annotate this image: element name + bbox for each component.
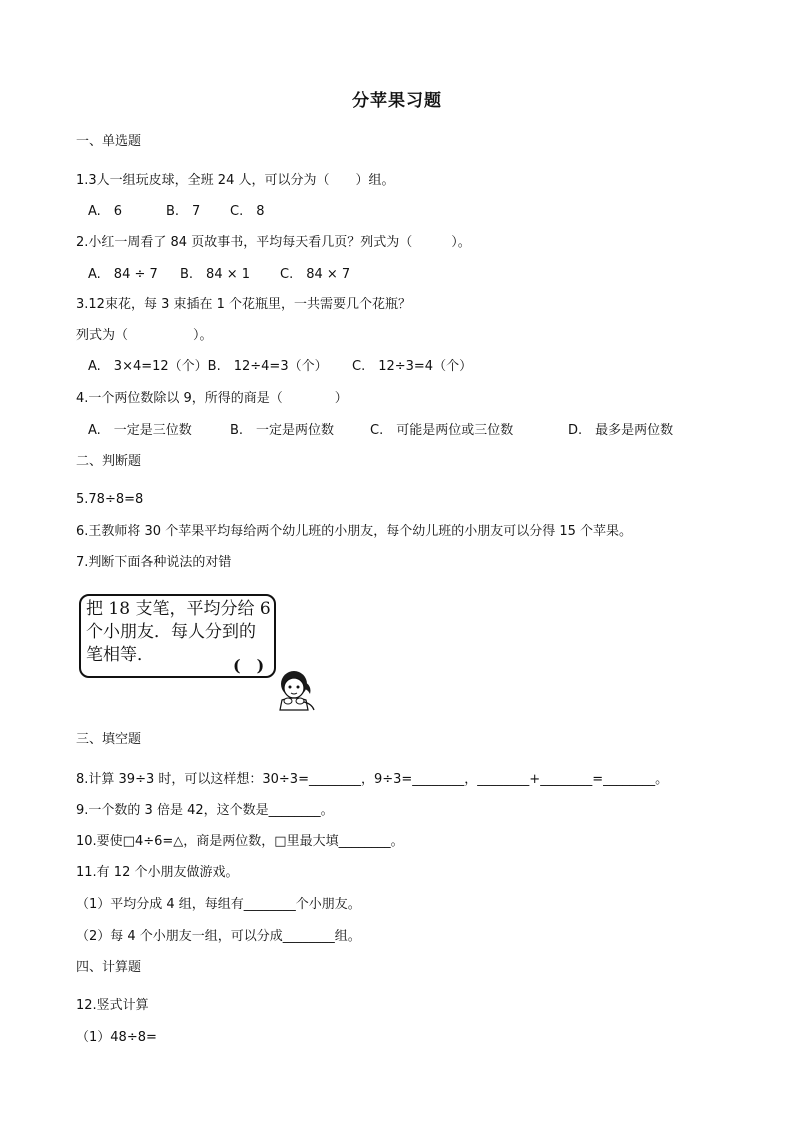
question-12-part-1: （1）48÷8=: [76, 1030, 157, 1045]
q3-option-c[interactable]: C. 12÷3=4（个）: [352, 359, 473, 374]
question-12: 12.竖式计算: [76, 998, 149, 1013]
section-fill-blank: 三、填空题: [76, 732, 142, 747]
section-single-choice: 一、单选题: [76, 134, 142, 149]
question-2: 2.小红一周看了 84 页故事书，平均每天看几页？列式为（ ）。: [76, 235, 471, 250]
q2-option-b[interactable]: B. 84 × 1: [180, 267, 251, 282]
bubble-answer-blank[interactable]: ( ): [233, 656, 265, 675]
question-11-part-1: （1）平均分成 4 组，每组有________个小朋友。: [76, 897, 361, 912]
q3-option-ab[interactable]: A. 3×4=12（个）B. 12÷4=3（个）: [88, 359, 328, 374]
question-7: 7.判断下面各种说法的对错: [76, 555, 232, 570]
section-true-false: 二、判断题: [76, 454, 142, 469]
q1-option-b[interactable]: B. 7: [166, 204, 201, 219]
question-9: 9.一个数的 3 倍是 42，这个数是________。: [76, 803, 334, 818]
q4-option-b[interactable]: B. 一定是两位数: [230, 423, 335, 438]
page-title: 分苹果习题: [352, 91, 442, 111]
question-4: 4.一个两位数除以 9，所得的商是（ ）: [76, 391, 348, 406]
question-5: 5.78÷8=8: [76, 492, 144, 507]
q2-option-c[interactable]: C. 84 × 7: [280, 267, 351, 282]
question-3-line2: 列式为（ ）。: [76, 328, 213, 343]
question-10: 10.要使□4÷6=△，商是两位数，□里最大填________。: [76, 834, 404, 849]
bubble-line-2: 个小朋友．每人分到的: [86, 622, 256, 642]
question-1: 1.3人一组玩皮球，全班 24 人，可以分为（ ）组。: [76, 173, 395, 188]
girl-cartoon-icon: [274, 668, 316, 712]
section-calculation: 四、计算题: [76, 960, 142, 975]
q1-option-a[interactable]: A. 6: [88, 204, 123, 219]
question-11-part-2: （2）每 4 个小朋友一组，可以分成________组。: [76, 929, 361, 944]
question-3: 3.12束花，每 3 束插在 1 个花瓶里，一共需要几个花瓶？: [76, 297, 412, 312]
q4-option-c[interactable]: C. 可能是两位或三位数: [370, 423, 514, 438]
q4-option-d[interactable]: D. 最多是两位数: [568, 423, 674, 438]
speech-bubble: [79, 594, 276, 678]
bubble-line-3: 笔相等．: [86, 645, 154, 665]
q4-option-a[interactable]: A. 一定是三位数: [88, 423, 192, 438]
q1-option-c[interactable]: C. 8: [230, 204, 265, 219]
bubble-line-1: 把 18 支笔，平均分给 6: [86, 599, 271, 619]
question-11: 11.有 12 个小朋友做游戏。: [76, 865, 239, 880]
question-6: 6.王教师将 30 个苹果平均每给两个幼儿班的小朋友，每个幼儿班的小朋友可以分得 15 个苹果。: [76, 524, 633, 539]
q2-option-a[interactable]: A. 84 ÷ 7: [88, 267, 158, 282]
question-8: 8.计算 39÷3 时，可以这样想：30÷3=________，9÷3=________，________+________=________。: [76, 772, 669, 787]
